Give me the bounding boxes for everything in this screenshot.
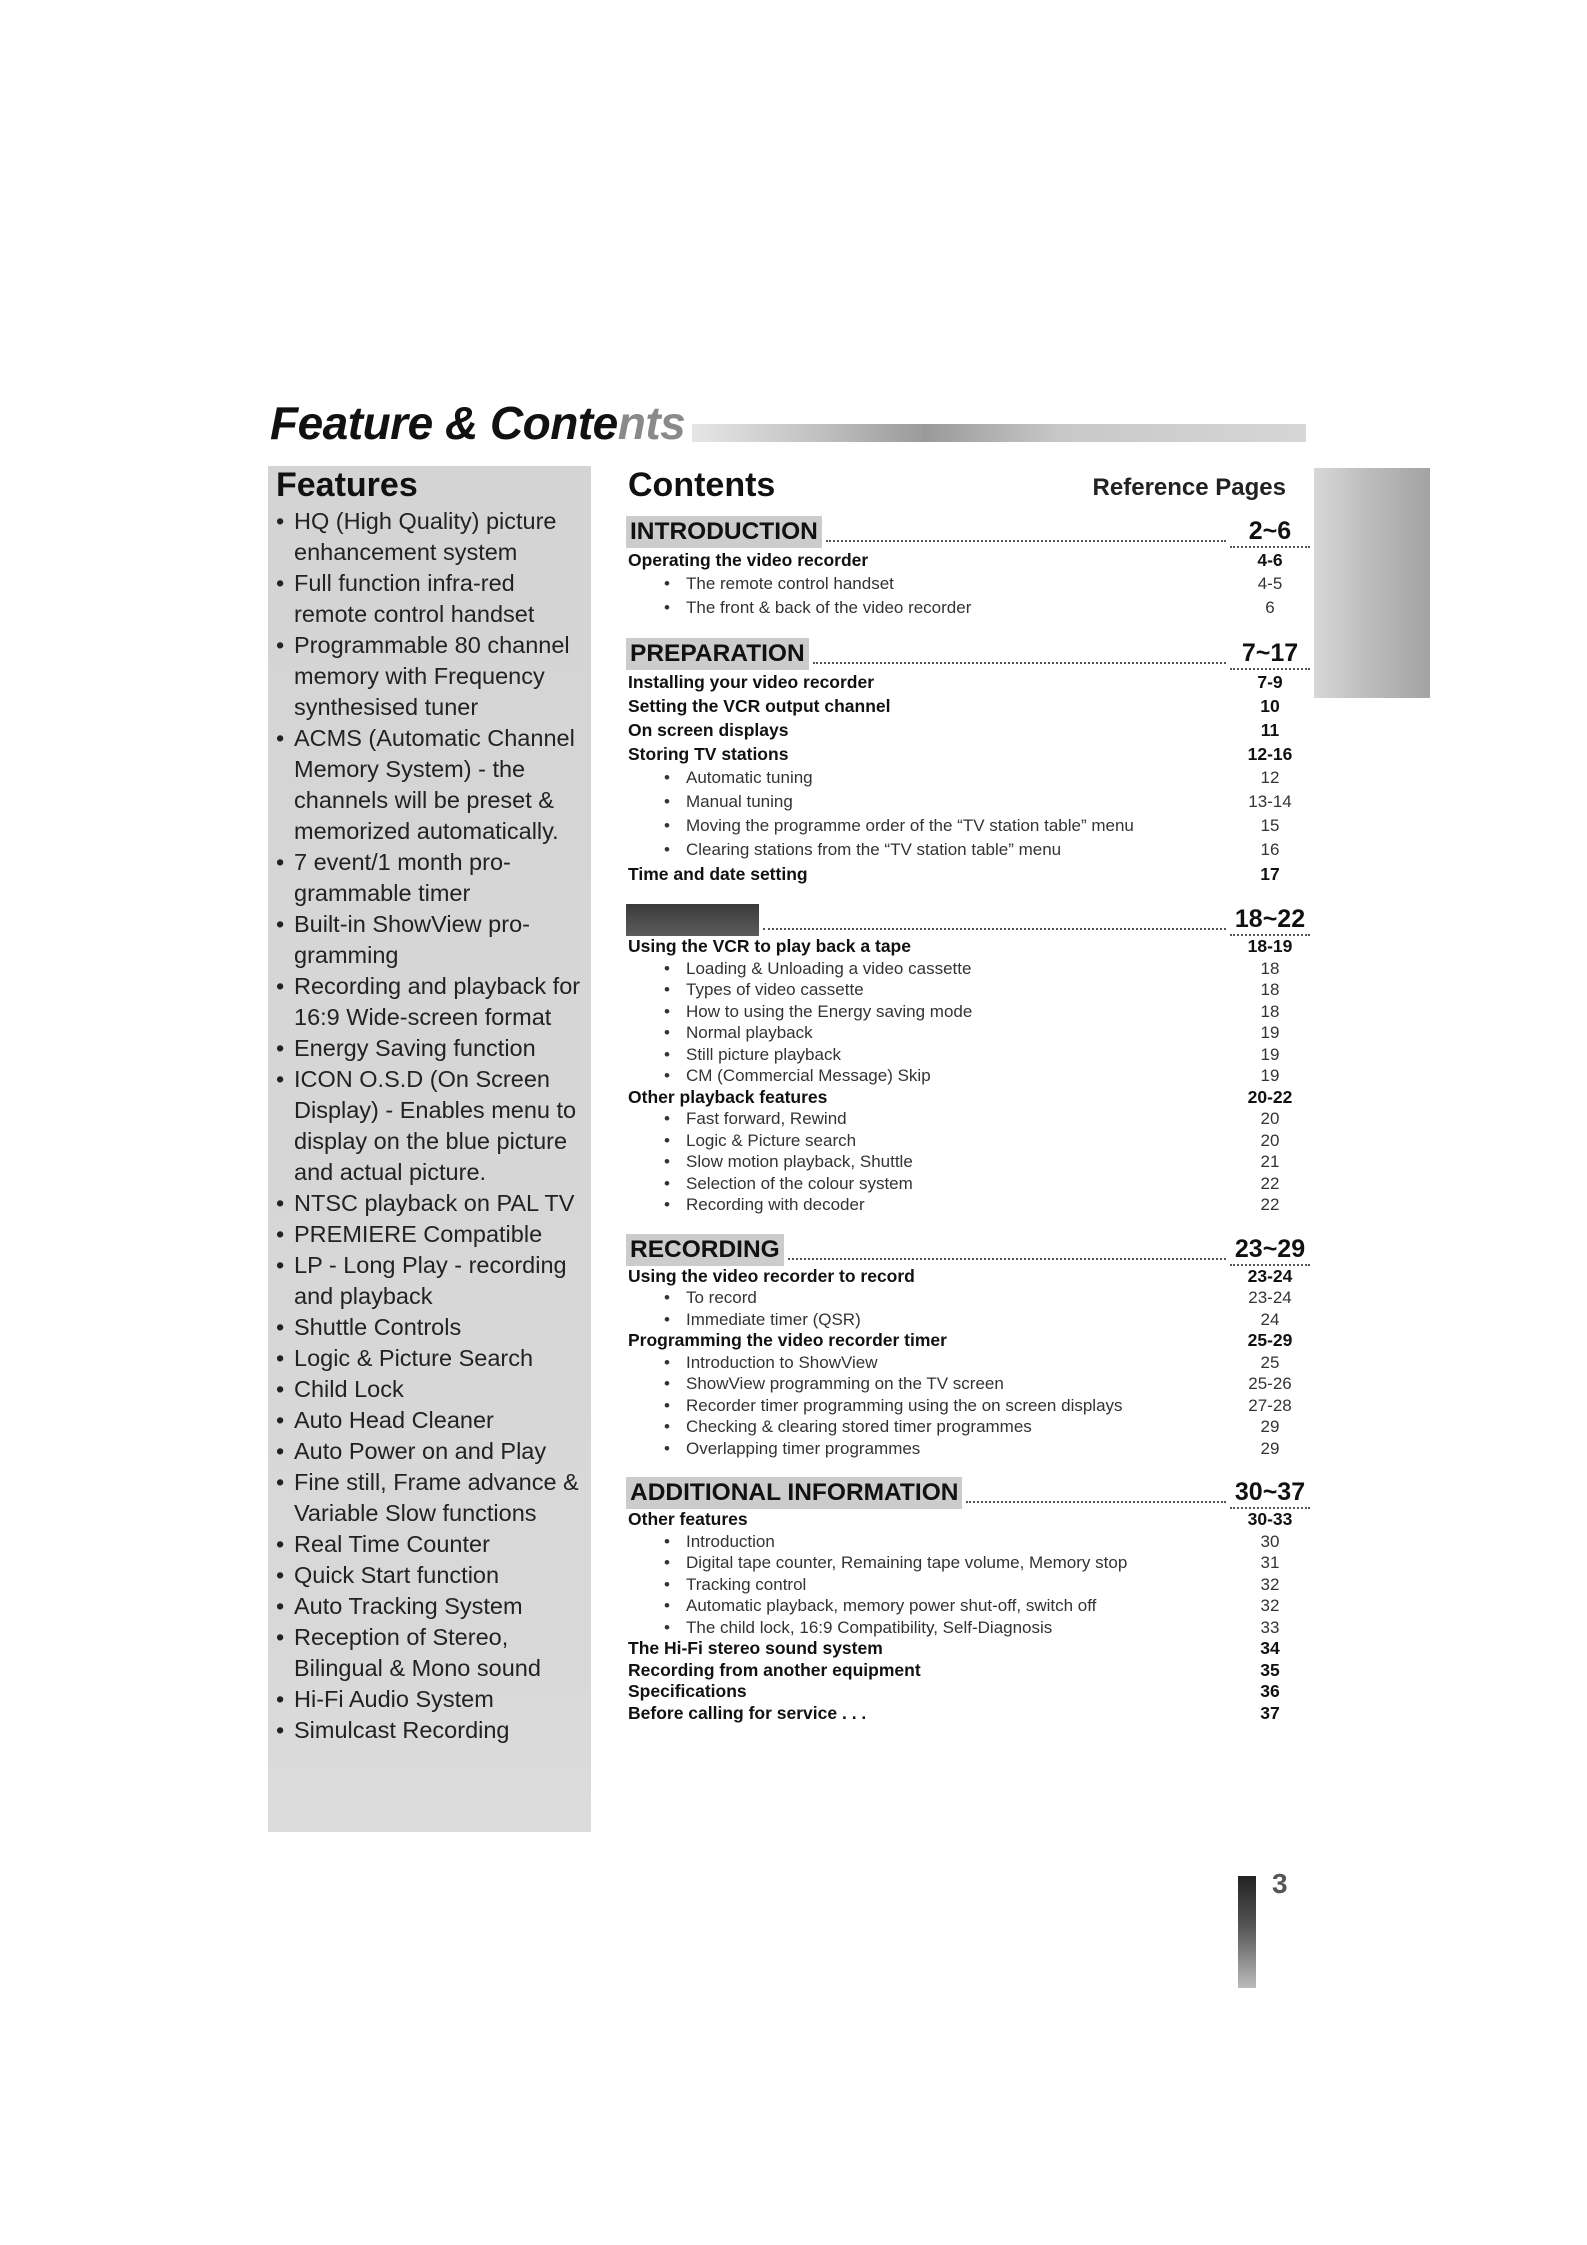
toc-entry-title: Operating the video recorder <box>628 550 869 570</box>
toc-entry-title-wrap <box>626 1352 1230 1374</box>
feature-item: • Built-in ShowView pro-gramming <box>274 909 586 971</box>
toc-subentry <box>626 1595 1310 1617</box>
feature-item: • Energy Saving function <box>274 1033 586 1064</box>
toc-subentry <box>626 572 1310 596</box>
toc-entry-page: 29 <box>1260 1438 1280 1458</box>
toc-entry <box>626 1681 1310 1703</box>
toc-entry-title: Still picture playback <box>686 1044 841 1064</box>
toc-subentry <box>626 1395 1310 1417</box>
contents-heading: Contents <box>628 466 776 504</box>
toc-entry-title: Other playback features <box>628 1086 828 1107</box>
toc-entry-page: 18 <box>1260 1001 1280 1021</box>
toc-subentry <box>626 814 1310 838</box>
toc-section-pages: 7~17 <box>1230 638 1310 670</box>
toc-entry-title-wrap <box>626 1001 1230 1023</box>
toc-section-label: PREPARATION <box>626 638 809 670</box>
toc-entry-page: 21 <box>1260 1152 1280 1171</box>
dot-leader <box>813 661 1226 664</box>
toc-entry-title: Tracking control <box>686 1574 807 1594</box>
toc-entry-title-wrap <box>626 1065 1230 1087</box>
page-number: 3 <box>1272 1868 1288 1899</box>
toc-subentry <box>626 1373 1310 1395</box>
toc-entry-title: Introduction to ShowView <box>686 1352 878 1372</box>
feature-item: • HQ (High Quality) picture enhancement system <box>274 506 586 568</box>
feature-item: • LP - Long Play - recording and playback <box>274 1250 586 1312</box>
toc-entry-title: ShowView programming on the TV screen <box>686 1374 1004 1393</box>
toc-entry-page: 18 <box>1260 980 1280 999</box>
toc-subentry <box>626 766 1310 790</box>
toc-entry-page: 4-5 <box>1257 574 1283 593</box>
toc-entry <box>626 742 1310 766</box>
toc-section-header <box>626 902 1310 936</box>
toc-entry <box>626 1638 1310 1660</box>
toc-subentry <box>626 1194 1310 1216</box>
toc-entry-title: Overlapping timer programmes <box>686 1438 921 1458</box>
toc-section-header <box>626 1232 1310 1266</box>
toc-section-header <box>626 1475 1310 1509</box>
toc-entry-page: 12-16 <box>1247 744 1293 764</box>
toc-entry-page: 20 <box>1260 1130 1280 1150</box>
toc-entry-title: Types of video cassette <box>686 980 864 999</box>
page-title <box>270 396 685 450</box>
feature-item: • Reception of Stereo, Bilingual & Mono sound <box>274 1622 586 1684</box>
toc-entry-title-wrap <box>626 1173 1230 1195</box>
toc-entry-page: 27-28 <box>1248 1395 1292 1415</box>
title-gradient-bar <box>692 424 1306 442</box>
table-of-contents <box>626 514 1310 1724</box>
toc-subentry <box>626 958 1310 980</box>
toc-entry <box>626 1660 1310 1682</box>
toc-entry <box>626 548 1310 572</box>
toc-entry-page: 34 <box>1260 1638 1280 1658</box>
toc-section <box>626 514 1310 620</box>
feature-item: • Shuttle Controls <box>274 1312 586 1343</box>
toc-subentry <box>626 1531 1310 1553</box>
toc-entry-page: 37 <box>1260 1702 1280 1723</box>
feature-item: • Programmable 80 channel memory with Frequency synthesised tuner <box>274 630 586 723</box>
dot-leader <box>966 1500 1226 1503</box>
toc-section <box>626 902 1310 1216</box>
toc-entry-page: 22 <box>1260 1173 1280 1193</box>
toc-subentry <box>626 1001 1310 1023</box>
dot-leader <box>763 927 1226 930</box>
toc-subentry <box>626 1352 1310 1374</box>
toc-entry-page: 22 <box>1260 1195 1280 1214</box>
toc-entry-title-wrap <box>626 1309 1230 1331</box>
toc-entry-page: 4-6 <box>1257 550 1283 570</box>
toc-entry-page: 23-24 <box>1247 1265 1293 1286</box>
toc-entry <box>626 1330 1310 1352</box>
toc-entry-title-wrap <box>626 1395 1230 1417</box>
toc-subentry <box>626 1022 1310 1044</box>
toc-entry-page: 32 <box>1260 1596 1280 1615</box>
toc-entry-page: 17 <box>1260 864 1280 884</box>
toc-entry-title: Using the VCR to play back a tape <box>628 936 911 956</box>
toc-entry-page: 30 <box>1260 1531 1280 1551</box>
toc-entry-title-wrap <box>626 766 1230 790</box>
toc-entry-page: 15 <box>1260 816 1280 835</box>
feature-item: • 7 event/1 month pro-grammable timer <box>274 847 586 909</box>
toc-entry-page: 30-33 <box>1247 1509 1293 1529</box>
toc-entry-title-wrap <box>626 1574 1230 1596</box>
toc-entry-title-wrap <box>626 596 1230 620</box>
toc-entry-page: 25 <box>1260 1352 1280 1372</box>
feature-item: • Child Lock <box>274 1374 586 1405</box>
toc-entry-title: Specifications <box>628 1681 747 1701</box>
toc-section-pages: 18~22 <box>1230 904 1310 936</box>
toc-entry-page: 35 <box>1260 1659 1280 1680</box>
toc-entry-page: 25-29 <box>1247 1330 1293 1350</box>
toc-entry-title-wrap <box>626 1595 1230 1617</box>
toc-section-label-block <box>626 904 759 936</box>
toc-entry-title-wrap <box>626 1416 1230 1438</box>
feature-item: • Simulcast Recording <box>274 1715 586 1746</box>
features-heading: Features <box>276 466 418 504</box>
toc-entry-title-wrap <box>626 979 1230 1001</box>
toc-subentry <box>626 1173 1310 1195</box>
reference-pages-label: Reference Pages <box>1092 474 1286 501</box>
toc-entry <box>626 1703 1310 1725</box>
toc-entry-title: Loading & Unloading a video cassette <box>686 958 972 978</box>
feature-item: • Quick Start function <box>274 1560 586 1591</box>
toc-entry-title: Setting the VCR output channel <box>628 696 891 716</box>
toc-subentry <box>626 1416 1310 1438</box>
toc-entry-title-wrap <box>626 814 1230 838</box>
toc-subentry <box>626 1287 1310 1309</box>
toc-entry <box>626 670 1310 694</box>
toc-entry-page: 11 <box>1260 720 1280 740</box>
side-tab <box>1314 468 1430 698</box>
toc-entry <box>626 1266 1310 1288</box>
toc-entry-title: Normal playback <box>686 1023 813 1042</box>
toc-entry <box>626 718 1310 742</box>
toc-entry-title: Installing your video recorder <box>628 672 875 692</box>
toc-subentry <box>626 1617 1310 1639</box>
toc-entry-page: 13-14 <box>1248 792 1292 811</box>
toc-section <box>626 636 1310 886</box>
toc-entry-title: Moving the programme order of the “TV station table” menu <box>686 816 1134 835</box>
toc-entry-page: 25-26 <box>1248 1374 1292 1393</box>
toc-entry-title-wrap <box>626 1130 1230 1152</box>
toc-entry-page: 19 <box>1260 1066 1280 1085</box>
toc-entry-title-wrap <box>626 1373 1230 1395</box>
toc-entry-title: The remote control handset <box>686 574 894 593</box>
page-title-fade: nts <box>617 397 686 449</box>
toc-entry-title-wrap <box>626 1287 1230 1309</box>
feature-item: • Real Time Counter <box>274 1529 586 1560</box>
toc-subentry <box>626 1552 1310 1574</box>
toc-entry-title: Before calling for service . . . <box>628 1702 867 1723</box>
toc-entry-title: Using the video recorder to record <box>628 1265 915 1286</box>
toc-section-pages: 2~6 <box>1230 516 1310 548</box>
feature-item: • Logic & Picture Search <box>274 1343 586 1374</box>
toc-subentry <box>626 1065 1310 1087</box>
toc-entry-title: Recording from another equipment <box>628 1659 921 1680</box>
toc-entry-page: 12 <box>1260 768 1280 787</box>
toc-entry-title-wrap <box>626 1108 1230 1130</box>
toc-entry-page: 20-22 <box>1247 1086 1293 1107</box>
toc-entry-title: To record <box>686 1288 757 1307</box>
feature-item: • Hi-Fi Audio System <box>274 1684 586 1715</box>
features-panel <box>268 466 591 1832</box>
toc-entry-title-wrap <box>626 1022 1230 1044</box>
toc-entry-title: How to using the Energy saving mode <box>686 1001 973 1021</box>
toc-subentry <box>626 596 1310 620</box>
toc-entry-title: Recording with decoder <box>686 1195 865 1214</box>
toc-entry-page: 33 <box>1260 1617 1280 1637</box>
toc-entry-title: CM (Commercial Message) Skip <box>686 1066 931 1085</box>
contents-header <box>626 466 1310 514</box>
toc-subentry <box>626 1574 1310 1596</box>
toc-entry-page: 36 <box>1260 1681 1280 1701</box>
toc-entry-page: 18-19 <box>1247 936 1293 956</box>
toc-entry-title: Automatic playback, memory power shut-off, switch off <box>686 1596 1097 1615</box>
toc-entry-title: The front & back of the video recorder <box>686 598 972 617</box>
toc-entry-title: Digital tape counter, Remaining tape volume, Memory stop <box>686 1553 1128 1572</box>
toc-entry-page: 32 <box>1260 1574 1280 1594</box>
toc-entry-title: Programming the video recorder timer <box>628 1330 947 1350</box>
feature-item: • Auto Power on and Play <box>274 1436 586 1467</box>
toc-entry-page: 23-24 <box>1248 1288 1292 1307</box>
toc-subentry <box>626 1044 1310 1066</box>
toc-entry <box>626 936 1310 958</box>
feature-item: • Fine still, Frame advance & Variable Slow functions <box>274 1467 586 1529</box>
toc-entry-title-wrap <box>626 1531 1230 1553</box>
toc-subentry <box>626 1151 1310 1173</box>
toc-entry-title: Storing TV stations <box>628 744 789 764</box>
toc-entry-page: 10 <box>1260 696 1280 716</box>
toc-entry <box>626 862 1310 886</box>
dot-leader <box>788 1257 1226 1260</box>
feature-item: • Full function infra-red remote control handset <box>274 568 586 630</box>
contents-panel <box>626 466 1310 1740</box>
toc-section-header <box>626 514 1310 548</box>
toc-section-pages: 30~37 <box>1230 1477 1310 1509</box>
toc-entry-title: The child lock, 16:9 Compatibility, Self-Diagnosis <box>686 1617 1053 1637</box>
toc-subentry <box>626 1438 1310 1460</box>
feature-item: • ICON O.S.D (On Screen Display) - Enables menu to display on the blue picture and actual picture. <box>274 1064 586 1188</box>
feature-item: • NTSC playback on PAL TV <box>274 1188 586 1219</box>
toc-entry-title-wrap <box>626 790 1230 814</box>
toc-entry <box>626 1509 1310 1531</box>
toc-entry-title: Selection of the colour system <box>686 1173 913 1193</box>
toc-entry-title-wrap <box>626 958 1230 980</box>
toc-entry-title: Logic & Picture search <box>686 1130 857 1150</box>
toc-entry-title: Clearing stations from the “TV station table” menu <box>686 840 1062 859</box>
toc-entry-title: Time and date setting <box>628 864 808 884</box>
feature-item: • Recording and playback for 16:9 Wide-screen format <box>274 971 586 1033</box>
toc-entry-title: The Hi-Fi stereo sound system <box>628 1638 883 1658</box>
toc-entry-page: 20 <box>1260 1109 1280 1128</box>
toc-entry <box>626 694 1310 718</box>
toc-entry-title: On screen displays <box>628 720 789 740</box>
toc-section <box>626 1475 1310 1724</box>
toc-entry-title: Other features <box>628 1509 748 1529</box>
toc-entry <box>626 1087 1310 1109</box>
toc-entry-page: 7-9 <box>1257 672 1283 692</box>
toc-entry-title-wrap <box>626 572 1230 596</box>
toc-entry-page: 19 <box>1260 1023 1280 1042</box>
feature-item: • Auto Tracking System <box>274 1591 586 1622</box>
toc-entry-page: 31 <box>1260 1553 1280 1572</box>
toc-entry-title-wrap <box>626 838 1230 862</box>
page-header <box>270 396 1306 456</box>
toc-entry-page: 19 <box>1260 1044 1280 1064</box>
toc-entry-title: Introduction <box>686 1531 775 1551</box>
toc-entry-title: Recorder timer programming using the on screen displays <box>686 1395 1123 1415</box>
toc-entry-title-wrap <box>626 1617 1230 1639</box>
toc-subentry <box>626 1309 1310 1331</box>
toc-entry-title-wrap <box>626 1438 1230 1460</box>
toc-entry-title-wrap <box>626 1151 1230 1173</box>
toc-entry-title: Manual tuning <box>686 792 793 811</box>
toc-subentry <box>626 838 1310 862</box>
toc-entry-title-wrap <box>626 1194 1230 1216</box>
toc-entry-page: 29 <box>1260 1417 1280 1436</box>
toc-entry-title: Immediate timer (QSR) <box>686 1309 861 1329</box>
feature-item: • ACMS (Automatic Channel Memory System) - the channels will be preset & memorized automatically. <box>274 723 586 847</box>
feature-item: • Auto Head Cleaner <box>274 1405 586 1436</box>
page-number-bar <box>1238 1876 1256 1988</box>
dot-leader <box>826 539 1226 542</box>
toc-section-label: RECORDING <box>626 1234 784 1266</box>
toc-section <box>626 1232 1310 1460</box>
toc-subentry <box>626 1108 1310 1130</box>
feature-item: • PREMIERE Compatible <box>274 1219 586 1250</box>
toc-section-label: INTRODUCTION <box>626 516 822 548</box>
toc-entry-page: 24 <box>1260 1309 1280 1329</box>
toc-entry-title: Checking & clearing stored timer programmes <box>686 1417 1032 1436</box>
toc-section-label: ADDITIONAL INFORMATION <box>626 1477 962 1509</box>
toc-section-header <box>626 636 1310 670</box>
toc-entry-title-wrap <box>626 1044 1230 1066</box>
page-title-main: Feature & Conte <box>270 397 618 449</box>
toc-entry-page: 16 <box>1260 840 1280 859</box>
toc-subentry <box>626 1130 1310 1152</box>
toc-entry-page: 6 <box>1265 598 1275 617</box>
toc-entry-title: Automatic tuning <box>686 768 813 787</box>
toc-entry-title: Fast forward, Rewind <box>686 1109 847 1128</box>
features-list <box>274 506 586 1746</box>
toc-section-pages: 23~29 <box>1230 1234 1310 1266</box>
toc-entry-title: Slow motion playback, Shuttle <box>686 1152 913 1171</box>
toc-entry-title-wrap <box>626 1552 1230 1574</box>
toc-subentry <box>626 790 1310 814</box>
toc-entry-page: 18 <box>1260 958 1280 978</box>
toc-subentry <box>626 979 1310 1001</box>
